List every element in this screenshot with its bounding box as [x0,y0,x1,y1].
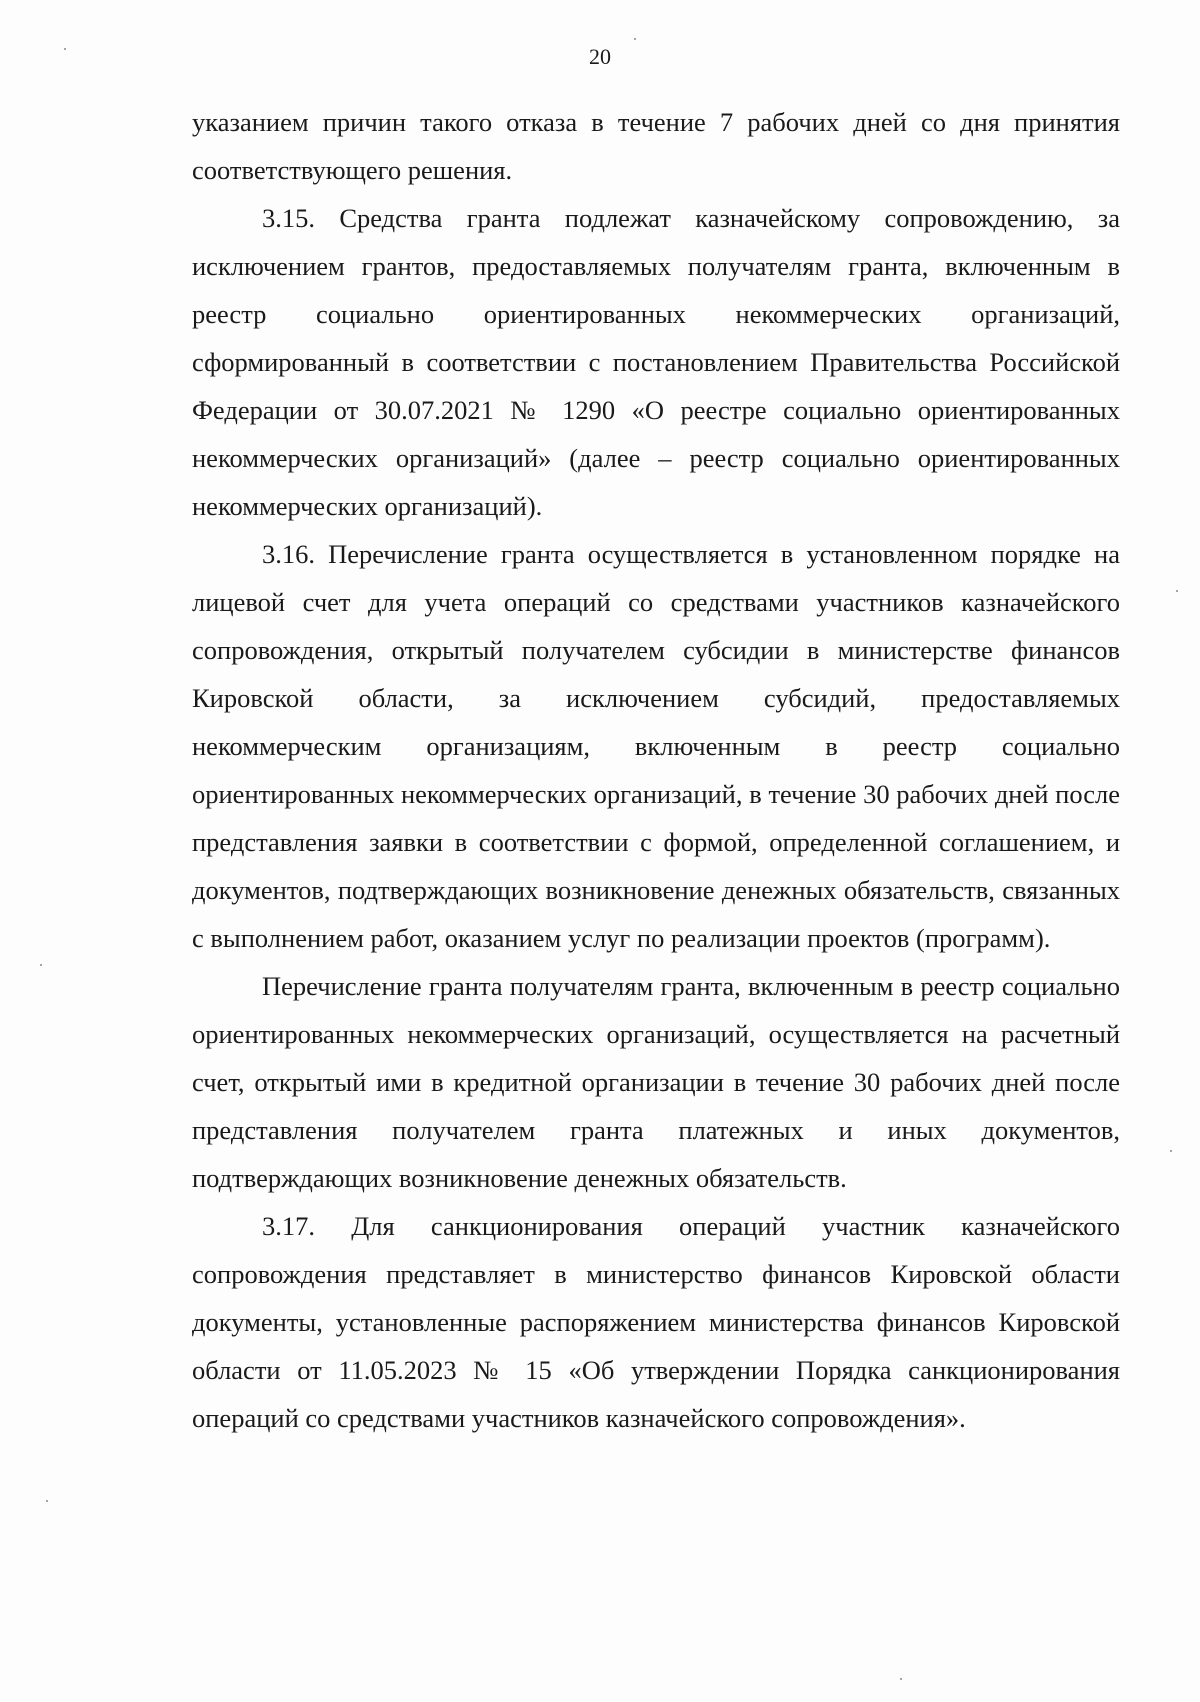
scan-speck [634,38,636,40]
scan-speck [900,1678,902,1680]
scan-speck [46,1500,48,1502]
scan-speck [1176,590,1178,592]
scan-speck [64,48,66,50]
page-number: 20 [589,44,611,69]
paragraph-3-16: 3.16. Перечисление гранта осуществляется в установленном порядке на лицевой счет для учета операций со средствами участников казначейского сопровождения, открытый получателем субсидии в министерстве финансов Кировской области, за исключением субсидий, предоставляемых некоммерческим организациям, включенным в реестр социально ориентированных некоммерческих организаций, в течение 30 рабочих дней после представления заявки в соответствии с формой, определенной соглашением, и документов, подтверждающих возникновение денежных обязательств, связанных с выполнением работ, оказанием услуг по реализации проектов (программ). [192,539,1120,953]
scan-speck [40,964,42,966]
paragraph-3-15: 3.15. Средства гранта подлежат казначейскому сопровождению, за исключением грантов, предоставляемых получателям гранта, включенным в реестр социально ориентированных некоммерческих организаций, сформированный в соответствии с постановлением Правительства Российской Федерации от 30.07.2021 № 1290 «О реестре социально ориентированных некоммерческих организаций» (далее – реестр социально ориентированных некоммерческих организаций). [192,203,1120,521]
paragraph-3-17: 3.17. Для санкционирования операций участник казначейского сопровождения представляет в министерство финансов Кировской области документы, установленные распоряжением министерства финансов Кировской области от 11.05.2023 № 15 «Об утверждении Порядка санкционирования операций со средствами участников казначейского сопровождения». [192,1211,1120,1433]
paragraph-3-16-transfer: Перечисление гранта получателям гранта, включенным в реестр социально ориентированных некоммерческих организаций, осуществляется на расчетный счет, открытый ими в кредитной организации в течение 30 рабочих дней после представления получателем гранта платежных и иных документов, подтверждающих возникновение денежных обязательств. [192,971,1120,1193]
paragraph-continuation: указанием причин такого отказа в течение 7 рабочих дней со дня принятия соответствующего решения. [192,107,1120,185]
document-body [192,98,1120,1442]
scan-speck [1170,1150,1172,1152]
